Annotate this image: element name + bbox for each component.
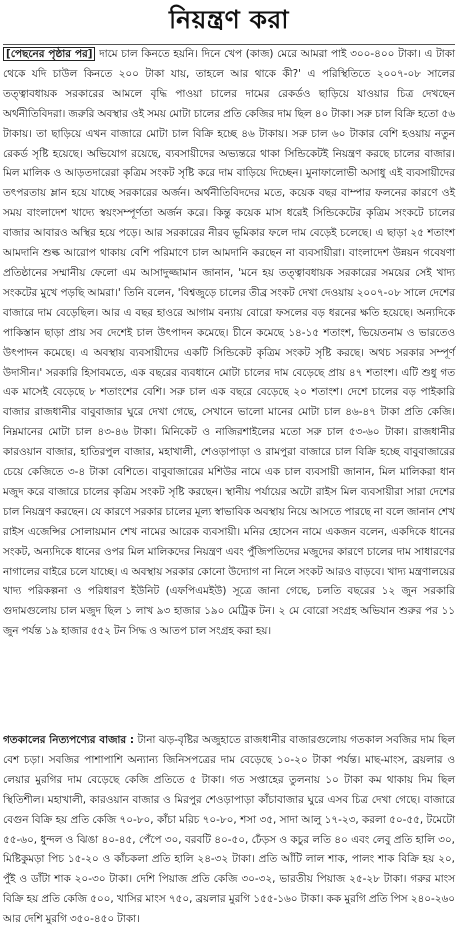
continued-from-previous-page-marker: [পেছনের পৃষ্ঠার পর] (3, 47, 95, 61)
article-body-text: দামে চাল কিনতে হয়নি। দিনে খেপ (কাজ) মেরে আমরা পাই ৩০০-৪০০ টাকা। এ টাকা থেকে যদি চাউল কিনতে ২০০ টাকা যায়, তাহলে আর থাকে কী?' এ পরিস্থিতিতে ২০০৭-০৮ সালের তত্ত্বাবধায়ক সরকারের আমলে বৃদ্ধি পাওয়া চালের দামের রেকর্ডও ছাড়িয়ে যাওয়ার চিত্র দেখছেন অর্থনীতিবিদরা। জরুরি অবস্থার ওই সময় মোটা চালের প্রতি কেজির দাম ছিল ৪০ টাকা। সরু চাল বিক্রি হতো ৫৬ টাকায়। তা ছাড়িয়ে এখন বাজারে মোটা চাল বিক্রি হচ্ছে ৪৬ টাকায়। সরু চাল ৬০ টাকার বেশি হওয়ায় নতুন রেকর্ড সৃষ্টি হয়েছে। অভিযোগ রয়েছে, ব্যবসায়ীদের অভ্যন্তরে থাকা সিন্ডিকেটই নিয়ন্ত্রণ করছে চালের বাজার। মিল মালিক ও আড়তদারেরা কৃত্রিম সংকট সৃষ্টি করে দাম বাড়িয়ে দিচ্ছেন। মুনাফালোভী অসাধু এই ব্যবসায়ীদের তৎপরতায় ম্লান হয়ে যাচ্ছে সরকারের অর্জন। অর্থনীতিবিদদের মতে, কয়েক বছর বাম্পার ফলনের কারণে ওই সময় বাংলাদেশ খাদ্যে স্বয়ংসম্পূর্ণতা অর্জন করে। কিন্তু কয়েক মাস ধরেই সিন্ডিকেটের কৃত্রিম সংকটে চালের বাজার আবারও অস্থির হয়ে পড়ে। আর সরকারের নীরব ভূমিকার ফলে দাম বেড়েই চলেছে। এ ছাড়া ২৫ শতাংশ আমদানি শুল্ক আরোপ থাকায় বেশি পরিমাণে চাল আমদানি করছেন না ব্যবসায়ীরা। বাংলাদেশ উন্নয়ন গবেষণা প্রতিষ্ঠানের সম্মানীয় ফেলো এম আসাদুজ্জামান জানান, 'মনে হয় তত্ত্বাবধায়ক সরকারের সময়ের সেই খাদ্য সংকটের মুখে পড়ছি আমরা।' তিনি বলেন, 'বিশ্বজুড়ে চালের তীব্র সংকট দেখা দেওয়ায় ২০০৭-০৮ সালে দেশের বাজারে দাম বেড়েছিল। আর এ বছর হাওরে আগাম বন্যায় বোরো ফসলের বড় ধরনের ক্ষতি হয়েছে। অন্যদিকে পাকিস্তান ছাড়া প্রায় সব দেশেই চাল উৎপাদন কমেছে। চীনে কমেছে ১৪-১৫ শতাংশ, ভিয়েতনাম ও ভারতেও উৎপাদন কমেছে। এ অবস্থায় ব্যবসায়ীদের একটি সিন্ডিকেট কৃত্রিম সংকট সৃষ্টি করছে। অথচ সরকার সম্পূর্ণ উদাসীন।' সরকারি হিসাবমতে, এক বছরের ব্যবধানে মোটা চালের দাম বেড়েছে প্রায় ৪৭ শতাংশ। এটি শুধু গত এক মাসেই বেড়েছে ৮ শতাংশের বেশি। সরু চাল এক বছরে বেড়েছে ২০ শতাংশ। দেশে চালের বড় পাইকারি বাজার রাজধানীর বাবুবাজার ঘুরে দেখা গেছে, সেখানে ভালো মানের মোটা চাল ৪৬-৪৭ টাকা প্রতি কেজি। নিম্নমানের মোটা চাল ৪৩-৪৬ টাকা। মিনিকেট ও নাজিরশাইলের মতো সরু চাল ৫৩-৬০ টাকা। রাজধানীর কারওয়ান বাজার, হাতিরপুল বাজার, মহাখালী, শেওড়াপাড়া ও রামপুরা বাজারে চাল বিক্রি হচ্ছে বাবুবাজারের চেয়ে কেজিতে ৩-৪ টাকা বেশিতে। বাবুবাজারের মশিউর নামে এক চাল ব্যবসায়ী জানান, মিল মালিকরা ধান মজুদ করে বাজারে চালের কৃত্রিম সংকট সৃষ্টি করছেন। স্থানীয় পর্যায়ের অটো রাইস মিল ব্যবসায়ীরা সারা দেশের চাল নিয়ন্ত্রণ করছেন। যে কারণে সরকার চালের মূল্য স্বাভাবিক অবস্থায় নিয়ে আসতে পারছে না বলে জানান শেখ রাইস এজেন্সির সোলায়মান শেখ নামের আরেক ব্যবসায়ী। মনির হোসেন নামে একজন বলেন, একদিকে ধানের সংকট, অন্যদিকে ধানের ওপর মিল মালিকদের নিয়ন্ত্রণ এবং পুঁজিপতিদের মজুদের কারণে চালের দাম সাধারণের নাগালের বাইরে চলে যাচ্ছে। এ অবস্থায় সরকার কোনো উদ্যোগ না নিলে সংকট আরও বাড়বে। খাদ্য মন্ত্রণালয়ের খাদ্য পরিকল্পনা ও পরিধারণ ইউনিট (এফপিএমইউ) সূত্রে জানা গেছে, চলতি বছরের ১২ জুন সরকারি গুদামগুলোয় চাল মজুদ ছিল ১ লাখ ৯৩ হাজার ১৯০ মেট্রিক টন। ২ মে বোরো সংগ্রহ অভিযান শুরুর পর ১১ জুন পর্যন্ত ১৯ হাজার ৫৫২ টন সিদ্ধ ও আতপ চাল সংগ্রহ করা হয়। (3, 48, 455, 638)
market-section-body: টানা ঝড়-বৃষ্টির অজুহাতে রাজধানীর বাজারগুলোয় গতকাল সবজির দাম ছিল বেশ চড়া। সবজির পাশাপাশি অন্যান্য জিনিসপত্রের দাম বেড়েছে ১০-২০ টাকা পর্যন্ত। মাছ-মাংস, ব্রয়লার ও লেয়ার মুরগির দাম বেড়েছে কেজি প্রতিতে ৫ টাকা। গত সপ্তাহের তুলনায় ১০ টাকা কম থাকায় দিম ছিল স্থিতিশীল। মহাখালী, কারওয়ান বাজার ও মিরপুর শেওড়াপাড়া কাঁচাবাজার ঘুরে এসব চিত্র দেখা গেছে। বাজারে বেগুন বিক্রি হয় প্রতি কেজি ৭০-৮০, কাঁচা মরিচ ৭০-৮০, শসা ৩৫, সাদা আলু ১৭-২৩, করলা ৫০-৫৫, টমেটো ৫৫-৬০, ধুন্দল ও ঝিঙা ৪০-৪৫, পেঁপে ৩০, বরবটি ৪০-৫০, ঢেঁড়স ও কচুর লতি ৪০ এবং লেবু প্রতি হালি ৩০, মিষ্টিকুমড়া পিচ ১৫-২০ ও কাঁচকলা প্রতি হালি ২৪-৩২ টাকা। প্রতি আঁটি লাল শাক, পালং শাক বিক্রি হয় ২০, পুঁই ও ডাঁটা শাক ২০-৩০ টাকা। দেশি পিয়াজ প্রতি কেজি ৩০-৩২, ভারতীয় পিয়াজ ২৫-২৮ টাকা। গরুর মাংস বিক্রি হয় প্রতি কেজি ৫০০, খাসির মাংস ৭৫০, ব্রয়লার মুরগি ১৫৫-১৬০ টাকা। কক মুরগি প্রতি পিস ২৪০-২৬০ আর দেশি মুরগি ৩৫০-৪৫০ টাকা। (3, 734, 455, 926)
market-section-lede: গতকালের নিত্যপণ্যের বাজার : (3, 734, 135, 746)
article-paragraph-main (3, 45, 455, 731)
article-headline: নিয়ন্ত্রণ করা (169, 5, 289, 34)
article-paragraph-market (3, 731, 455, 926)
news-article (3, 0, 455, 926)
